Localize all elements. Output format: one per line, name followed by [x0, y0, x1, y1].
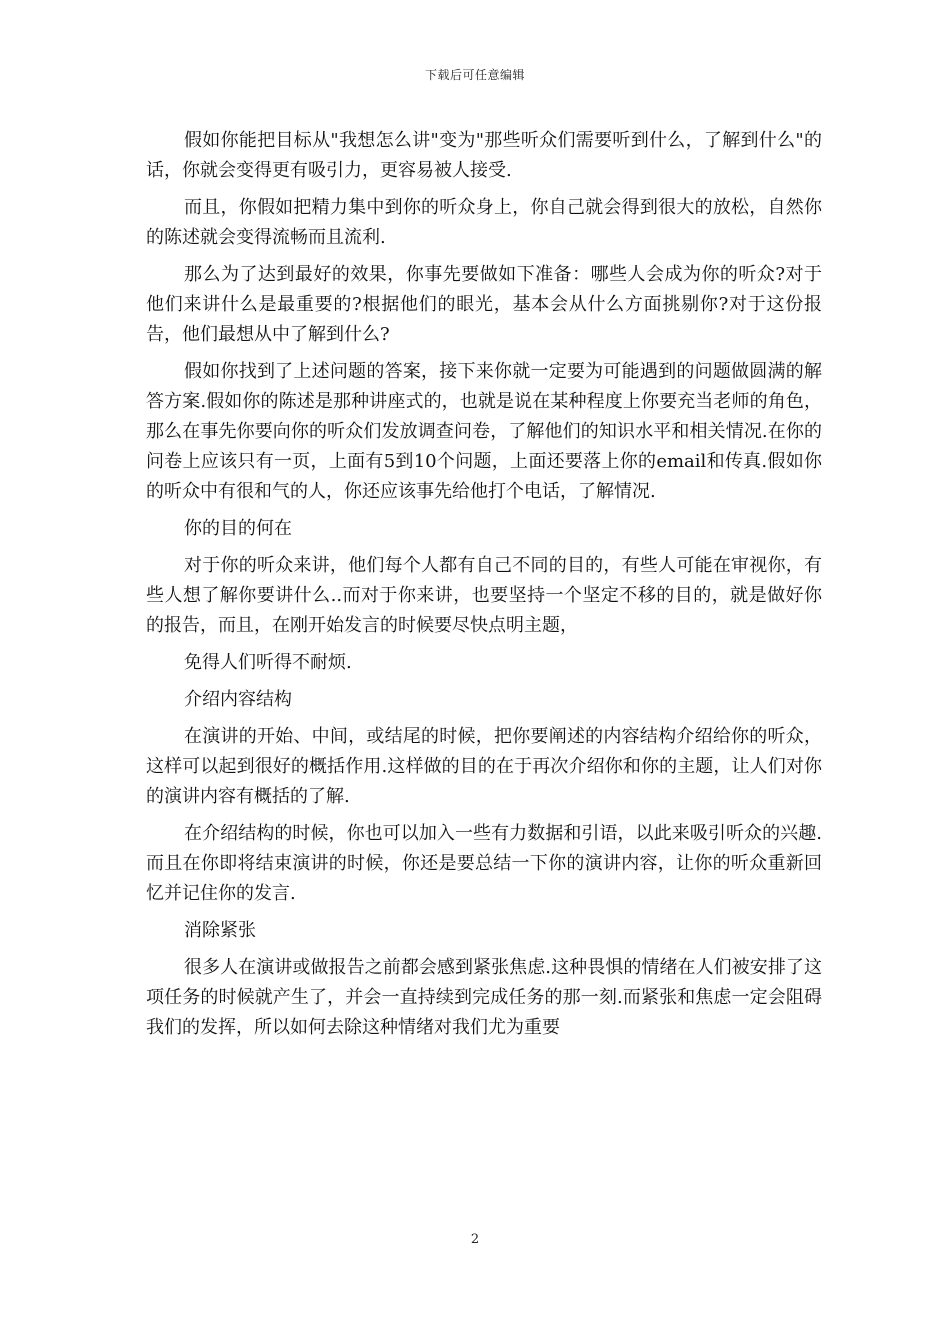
- paragraph: 在演讲的开始、中间，或结尾的时候，把你要阐述的内容结构介绍给你的听众，这样可以起到很好的概括作用.这样做的目的在于再次介绍你和你的主题，让人们对你的演讲内容有概括的了解.: [146, 726, 822, 807]
- paragraph: 对于你的听众来讲，他们每个人都有自己不同的目的，有些人可能在审视你，有些人想了解你要讲什么..而对于你来讲，也要坚持一个坚定不移的目的，就是做好你的报告，而且，在刚开始发言的时候要尽快点明主题，: [146, 555, 822, 636]
- paragraph: 假如你能把目标从"我想怎么讲"变为"那些听众们需要听到什么，了解到什么"的话，你就会变得更有吸引力，更容易被人接受.: [146, 130, 822, 181]
- paragraph: 在介绍结构的时候，你也可以加入一些有力数据和引语，以此来吸引听众的兴趣.而且在你即将结束演讲的时候，你还是要总结一下你的演讲内容，让你的听众重新回忆并记住你的发言.: [146, 823, 822, 904]
- section-heading: 消除紧张: [184, 920, 256, 941]
- paragraph: 很多人在演讲或做报告之前都会感到紧张焦虑.这种畏惧的情绪在人们被安排了这项任务的时候就产生了，并会一直持续到完成任务的那一刻.而紧张和焦虑一定会阻碍我们的发挥，所以如何去除这种情绪对我们尤为重要: [146, 957, 822, 1038]
- page-header: 下载后可任意编辑: [424, 68, 525, 82]
- page-number: 2: [470, 1232, 480, 1247]
- section-heading: 你的目的何在: [184, 518, 292, 539]
- paragraph: 那么为了达到最好的效果，你事先要做如下准备：哪些人会成为你的听众?对于他们来讲什么是最重要的?根据他们的眼光，基本会从什么方面挑剔你?对于这份报告，他们最想从中了解到什么?: [146, 264, 822, 345]
- document-body: [146, 126, 822, 1050]
- paragraph: 而且，你假如把精力集中到你的听众身上，你自己就会得到很大的放松，自然你的陈述就会变得流畅而且流利.: [146, 197, 822, 248]
- paragraph: 假如你找到了上述问题的答案，接下来你就一定要为可能遇到的问题做圆满的解答方案.假如你的陈述是那种讲座式的，也就是说在某种程度上你要充当老师的角色，那么在事先你要向你的听众们发放调查问卷，了解他们的知识水平和相关情况.在你的问卷上应该只有一页，上面有5到10个问题，上面还要落上你的email和传真.假如你的听众中有很和气的人，你还应该事先给他打个电话，了解情况.: [146, 361, 822, 502]
- section-heading: 介绍内容结构: [184, 689, 292, 710]
- paragraph: 免得人们听得不耐烦.: [184, 652, 352, 673]
